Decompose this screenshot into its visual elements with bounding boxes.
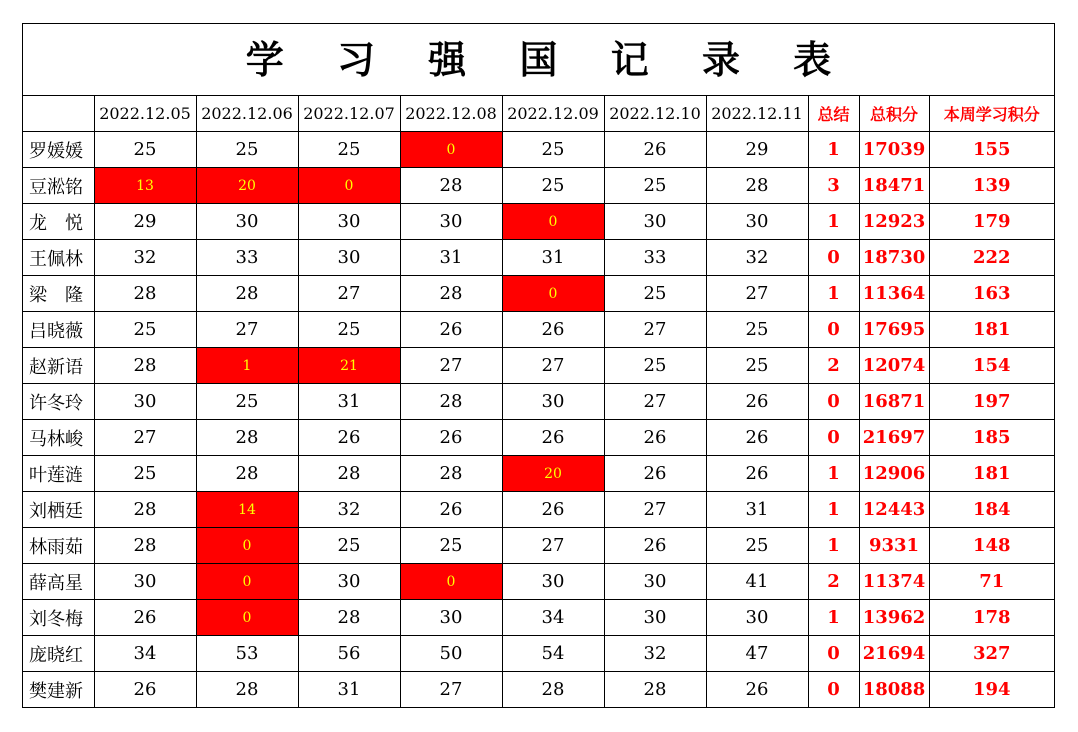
member-name: 叶莲涟 xyxy=(23,456,94,492)
header-date: 2022.12.11 xyxy=(706,96,808,132)
day-score-flagged: 13 xyxy=(94,168,196,204)
week-points: 179 xyxy=(929,204,1054,240)
day-score: 25 xyxy=(400,528,502,564)
member-name: 龙 悦 xyxy=(23,204,94,240)
summary-count: 1 xyxy=(808,132,859,168)
day-score: 32 xyxy=(706,240,808,276)
summary-count: 1 xyxy=(808,600,859,636)
header-summary: 总结 xyxy=(808,96,859,132)
week-points: 327 xyxy=(929,636,1054,672)
day-score-flagged: 0 xyxy=(502,204,604,240)
day-score: 27 xyxy=(604,492,706,528)
day-score: 26 xyxy=(400,492,502,528)
day-score: 30 xyxy=(604,600,706,636)
table-row xyxy=(23,600,1054,636)
day-score: 53 xyxy=(196,636,298,672)
day-score: 27 xyxy=(502,528,604,564)
table-row xyxy=(23,384,1054,420)
table-row xyxy=(23,240,1054,276)
day-score: 26 xyxy=(400,312,502,348)
day-score-flagged: 0 xyxy=(502,276,604,312)
day-score: 25 xyxy=(298,132,400,168)
day-score: 25 xyxy=(196,132,298,168)
day-score: 30 xyxy=(706,204,808,240)
total-points: 12074 xyxy=(859,348,929,384)
day-score: 26 xyxy=(706,672,808,708)
week-points: 178 xyxy=(929,600,1054,636)
header-date: 2022.12.10 xyxy=(604,96,706,132)
day-score: 25 xyxy=(604,168,706,204)
day-score: 26 xyxy=(94,672,196,708)
total-points: 21697 xyxy=(859,420,929,456)
day-score: 30 xyxy=(400,600,502,636)
day-score: 31 xyxy=(298,672,400,708)
day-score: 27 xyxy=(94,420,196,456)
day-score: 27 xyxy=(400,348,502,384)
day-score: 32 xyxy=(298,492,400,528)
day-score: 25 xyxy=(196,384,298,420)
day-score-flagged: 20 xyxy=(502,456,604,492)
member-name: 刘栖廷 xyxy=(23,492,94,528)
summary-count: 2 xyxy=(808,564,859,600)
day-score: 28 xyxy=(94,348,196,384)
table-row xyxy=(23,132,1054,168)
day-score: 30 xyxy=(298,564,400,600)
table-row xyxy=(23,672,1054,708)
day-score: 28 xyxy=(400,456,502,492)
member-name: 薛高星 xyxy=(23,564,94,600)
member-name: 许冬玲 xyxy=(23,384,94,420)
day-score: 26 xyxy=(706,420,808,456)
total-points: 12906 xyxy=(859,456,929,492)
day-score: 33 xyxy=(604,240,706,276)
summary-count: 1 xyxy=(808,492,859,528)
week-points: 71 xyxy=(929,564,1054,600)
day-score-flagged: 0 xyxy=(196,600,298,636)
week-points: 222 xyxy=(929,240,1054,276)
summary-count: 1 xyxy=(808,456,859,492)
day-score: 29 xyxy=(94,204,196,240)
day-score: 31 xyxy=(502,240,604,276)
day-score: 30 xyxy=(400,204,502,240)
day-score: 28 xyxy=(706,168,808,204)
day-score: 25 xyxy=(94,456,196,492)
sheet-title: 学 习 强 国 记 录 表 xyxy=(23,24,1054,96)
day-score-flagged: 0 xyxy=(196,528,298,564)
day-score: 26 xyxy=(502,312,604,348)
day-score: 25 xyxy=(706,528,808,564)
total-points: 13962 xyxy=(859,600,929,636)
day-score: 27 xyxy=(298,276,400,312)
day-score: 26 xyxy=(706,456,808,492)
day-score: 31 xyxy=(706,492,808,528)
day-score-flagged: 14 xyxy=(196,492,298,528)
summary-count: 3 xyxy=(808,168,859,204)
week-points: 139 xyxy=(929,168,1054,204)
member-name: 梁 隆 xyxy=(23,276,94,312)
day-score: 28 xyxy=(298,456,400,492)
day-score: 31 xyxy=(298,384,400,420)
header-date: 2022.12.06 xyxy=(196,96,298,132)
day-score: 28 xyxy=(196,672,298,708)
week-points: 184 xyxy=(929,492,1054,528)
member-name: 罗媛媛 xyxy=(23,132,94,168)
day-score: 26 xyxy=(502,420,604,456)
member-name: 刘冬梅 xyxy=(23,600,94,636)
header-date: 2022.12.07 xyxy=(298,96,400,132)
total-points: 9331 xyxy=(859,528,929,564)
day-score: 41 xyxy=(706,564,808,600)
day-score: 33 xyxy=(196,240,298,276)
day-score: 31 xyxy=(400,240,502,276)
member-name: 林雨茹 xyxy=(23,528,94,564)
day-score-flagged: 0 xyxy=(400,132,502,168)
day-score: 30 xyxy=(502,384,604,420)
member-name: 樊建新 xyxy=(23,672,94,708)
day-score: 28 xyxy=(94,492,196,528)
day-score: 27 xyxy=(400,672,502,708)
day-score: 25 xyxy=(94,132,196,168)
total-points: 16871 xyxy=(859,384,929,420)
day-score: 28 xyxy=(196,456,298,492)
day-score: 27 xyxy=(196,312,298,348)
week-points: 181 xyxy=(929,312,1054,348)
member-name: 马林峻 xyxy=(23,420,94,456)
header-row xyxy=(23,96,1054,132)
table-row xyxy=(23,636,1054,672)
day-score: 30 xyxy=(604,564,706,600)
day-score: 30 xyxy=(502,564,604,600)
day-score: 28 xyxy=(94,528,196,564)
record-table xyxy=(23,96,1054,707)
day-score: 25 xyxy=(298,528,400,564)
day-score: 27 xyxy=(706,276,808,312)
record-sheet xyxy=(22,23,1055,708)
week-points: 163 xyxy=(929,276,1054,312)
day-score: 26 xyxy=(604,528,706,564)
summary-count: 2 xyxy=(808,348,859,384)
total-points: 11364 xyxy=(859,276,929,312)
day-score: 34 xyxy=(94,636,196,672)
summary-count: 0 xyxy=(808,312,859,348)
header-date: 2022.12.08 xyxy=(400,96,502,132)
day-score-flagged: 1 xyxy=(196,348,298,384)
day-score-flagged: 20 xyxy=(196,168,298,204)
day-score: 30 xyxy=(706,600,808,636)
summary-count: 1 xyxy=(808,528,859,564)
day-score: 28 xyxy=(604,672,706,708)
day-score: 25 xyxy=(706,348,808,384)
day-score: 30 xyxy=(94,564,196,600)
day-score: 28 xyxy=(298,600,400,636)
day-score: 32 xyxy=(604,636,706,672)
day-score: 26 xyxy=(604,132,706,168)
day-score: 54 xyxy=(502,636,604,672)
day-score: 34 xyxy=(502,600,604,636)
total-points: 17695 xyxy=(859,312,929,348)
total-points: 12443 xyxy=(859,492,929,528)
total-points: 12923 xyxy=(859,204,929,240)
week-points: 181 xyxy=(929,456,1054,492)
summary-count: 0 xyxy=(808,636,859,672)
day-score: 28 xyxy=(196,420,298,456)
day-score: 30 xyxy=(94,384,196,420)
table-row xyxy=(23,420,1054,456)
table-row xyxy=(23,492,1054,528)
day-score: 25 xyxy=(502,168,604,204)
summary-count: 0 xyxy=(808,420,859,456)
day-score: 27 xyxy=(502,348,604,384)
header-name xyxy=(23,96,94,132)
day-score: 28 xyxy=(400,384,502,420)
table-row xyxy=(23,168,1054,204)
day-score: 25 xyxy=(604,348,706,384)
day-score: 27 xyxy=(604,312,706,348)
day-score: 47 xyxy=(706,636,808,672)
total-points: 11374 xyxy=(859,564,929,600)
total-points: 18730 xyxy=(859,240,929,276)
day-score: 26 xyxy=(94,600,196,636)
header-date: 2022.12.09 xyxy=(502,96,604,132)
day-score: 26 xyxy=(298,420,400,456)
member-name: 庞晓红 xyxy=(23,636,94,672)
table-row xyxy=(23,456,1054,492)
day-score: 28 xyxy=(196,276,298,312)
day-score: 28 xyxy=(400,276,502,312)
day-score: 28 xyxy=(94,276,196,312)
week-points: 154 xyxy=(929,348,1054,384)
day-score-flagged: 0 xyxy=(196,564,298,600)
week-points: 155 xyxy=(929,132,1054,168)
week-points: 148 xyxy=(929,528,1054,564)
day-score: 50 xyxy=(400,636,502,672)
table-row xyxy=(23,348,1054,384)
table-row xyxy=(23,528,1054,564)
summary-count: 1 xyxy=(808,276,859,312)
day-score: 25 xyxy=(502,132,604,168)
member-name: 赵新语 xyxy=(23,348,94,384)
week-points: 185 xyxy=(929,420,1054,456)
table-row xyxy=(23,564,1054,600)
day-score: 26 xyxy=(502,492,604,528)
day-score: 28 xyxy=(400,168,502,204)
total-points: 17039 xyxy=(859,132,929,168)
summary-count: 0 xyxy=(808,240,859,276)
week-points: 197 xyxy=(929,384,1054,420)
day-score: 26 xyxy=(604,456,706,492)
header-week: 本周学习积分 xyxy=(929,96,1054,132)
day-score-flagged: 0 xyxy=(298,168,400,204)
day-score: 26 xyxy=(400,420,502,456)
day-score-flagged: 21 xyxy=(298,348,400,384)
summary-count: 1 xyxy=(808,204,859,240)
day-score: 26 xyxy=(706,384,808,420)
total-points: 18471 xyxy=(859,168,929,204)
day-score: 28 xyxy=(502,672,604,708)
day-score: 56 xyxy=(298,636,400,672)
day-score: 30 xyxy=(196,204,298,240)
total-points: 18088 xyxy=(859,672,929,708)
member-name: 王佩林 xyxy=(23,240,94,276)
table-row xyxy=(23,276,1054,312)
day-score: 30 xyxy=(298,240,400,276)
day-score: 25 xyxy=(604,276,706,312)
table-row xyxy=(23,312,1054,348)
day-score: 30 xyxy=(298,204,400,240)
day-score: 26 xyxy=(604,420,706,456)
summary-count: 0 xyxy=(808,672,859,708)
table-row xyxy=(23,204,1054,240)
header-date: 2022.12.05 xyxy=(94,96,196,132)
day-score-flagged: 0 xyxy=(400,564,502,600)
day-score: 25 xyxy=(706,312,808,348)
summary-count: 0 xyxy=(808,384,859,420)
week-points: 194 xyxy=(929,672,1054,708)
day-score: 32 xyxy=(94,240,196,276)
day-score: 30 xyxy=(604,204,706,240)
total-points: 21694 xyxy=(859,636,929,672)
day-score: 25 xyxy=(298,312,400,348)
day-score: 29 xyxy=(706,132,808,168)
header-total: 总积分 xyxy=(859,96,929,132)
member-name: 豆淞铭 xyxy=(23,168,94,204)
day-score: 25 xyxy=(94,312,196,348)
day-score: 27 xyxy=(604,384,706,420)
member-name: 吕晓薇 xyxy=(23,312,94,348)
